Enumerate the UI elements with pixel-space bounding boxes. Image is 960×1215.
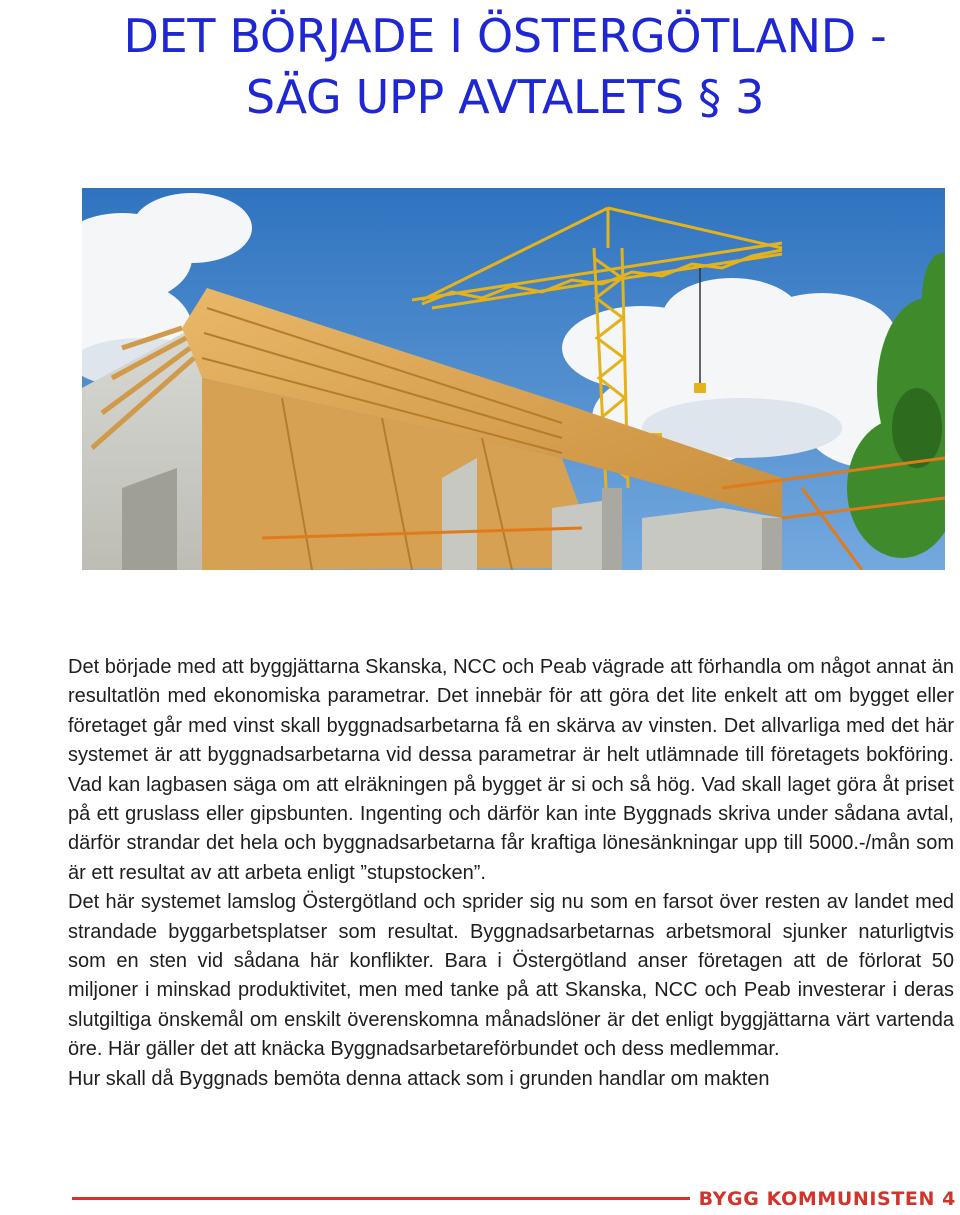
construction-photo [82, 188, 945, 570]
headline-line-1: DET BÖRJADE I ÖSTERGÖTLAND - [123, 9, 887, 63]
footer-page-label: BYGG KOMMUNISTEN 4 [698, 1188, 956, 1210]
headline [0, 6, 960, 128]
article-paragraph-2: Det här systemet lamslog Östergötland och sprider sig nu som en farsot över resten av landet med strandade byggarbetsplatser som resultat. Byggnadsarbetarnas arbetsmoral sjunker naturligtvis som en sten vid sådana här konflikter. Bara i Östergötland anser företagen att de förlorat 50 miljoner i minskad produktivitet, men med tanke på att Skanska, NCC och Peab investerar i deras slutgiltiga önskemål om enskilt överenskomna månadslöner är det enligt byggjättarna värt vartenda öre. Här gäller det att knäcka Byggnadsarbetareförbundet och dess medlemmar. [68, 891, 954, 1061]
article-paragraph-3: Hur skall då Byggnads bemöta denna attack som i grunden handlar om makten [68, 1067, 770, 1090]
headline-line-2: SÄG UPP AVTALETS § 3 [245, 70, 765, 124]
footer-rule [72, 1197, 690, 1200]
article-body [68, 653, 954, 1094]
article-paragraph-1: Det började med att byggjättarna Skanska, NCC och Peab vägrade att förhandla om något annat än resultatlön med ekonomiska parametrar. Det innebär för att göra det lite enkelt att om bygget eller företaget går med vinst skall byggnadsarbetarna få en skärva av vinsten. Det allvarliga med det här systemet är att byggnadsarbetarna vid dessa parametrar är helt utlämnade till företagets bokföring. Vad kan lagbasen säga om att elräkningen på bygget är si och så hög. Vad skall laget göra åt priset på ett gruslass eller gipsbunten. Ingenting och därför kan inte Byggnads skriva under sådana avtal, därför strandar det hela och byggnadsarbetarna får kraftiga lönesänkningar upp till 5000.-/mån som är ett resultat av att arbeta enligt ”stupstocken”. [68, 656, 954, 884]
